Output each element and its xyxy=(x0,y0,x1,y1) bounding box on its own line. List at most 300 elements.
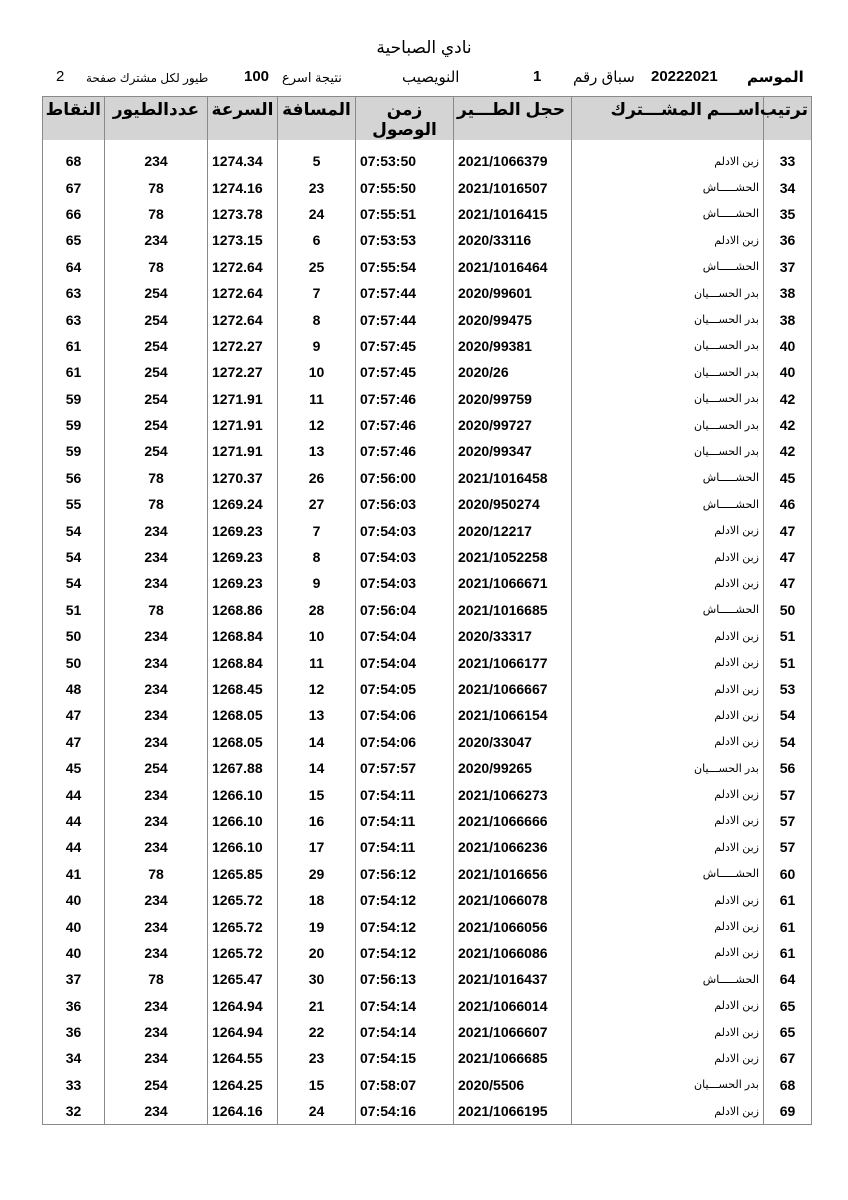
rank-cell: 61 xyxy=(764,940,812,966)
points-cell: 67 xyxy=(43,174,105,200)
distance-cell: 8 xyxy=(278,306,356,332)
points-cell: 56 xyxy=(43,465,105,491)
rank-cell: 69 xyxy=(764,1098,812,1125)
rank-cell: 67 xyxy=(764,1045,812,1071)
table-row xyxy=(43,306,812,332)
bird-count-cell: 254 xyxy=(105,1072,208,1098)
speed-cell: 1268.05 xyxy=(208,702,278,728)
distance-cell: 9 xyxy=(278,333,356,359)
ring-number-cell: 2021/1016685 xyxy=(454,597,572,623)
ring-number-cell: 2020/99475 xyxy=(454,306,572,332)
arrival-time-cell: 07:55:54 xyxy=(356,254,454,280)
points-cell: 51 xyxy=(43,597,105,623)
speed-cell: 1265.72 xyxy=(208,887,278,913)
rank-cell: 34 xyxy=(764,174,812,200)
arrival-time-cell: 07:58:07 xyxy=(356,1072,454,1098)
speed-cell: 1272.64 xyxy=(208,306,278,332)
table-row xyxy=(43,491,812,517)
speed-cell: 1273.78 xyxy=(208,201,278,227)
arrival-time-cell: 07:54:11 xyxy=(356,781,454,807)
member-name-cell: زبن الادلم xyxy=(572,227,764,253)
points-cell: 50 xyxy=(43,623,105,649)
table-row xyxy=(43,1072,812,1098)
table-row xyxy=(43,148,812,174)
member-name-cell: الحشـــــاش xyxy=(572,174,764,200)
rank-cell: 51 xyxy=(764,623,812,649)
points-cell: 66 xyxy=(43,201,105,227)
season-label: الموسم xyxy=(747,69,804,86)
points-cell: 64 xyxy=(43,254,105,280)
distance-cell: 15 xyxy=(278,781,356,807)
rank-cell: 57 xyxy=(764,834,812,860)
ring-number-cell: 2020/33317 xyxy=(454,623,572,649)
points-cell: 59 xyxy=(43,438,105,464)
member-name-cell: زبن الادلم xyxy=(572,1098,764,1125)
points-cell: 59 xyxy=(43,386,105,412)
bird-count-cell: 78 xyxy=(105,201,208,227)
rank-cell: 61 xyxy=(764,887,812,913)
ring-number-cell: 2020/950274 xyxy=(454,491,572,517)
member-name-cell: زبن الادلم xyxy=(572,517,764,543)
bird-count-cell: 234 xyxy=(105,729,208,755)
member-name-cell: الحشـــــاش xyxy=(572,966,764,992)
member-name-cell: زبن الادلم xyxy=(572,623,764,649)
speed-cell: 1264.55 xyxy=(208,1045,278,1071)
speed-cell: 1266.10 xyxy=(208,834,278,860)
rank-cell: 40 xyxy=(764,333,812,359)
column-header-bird-count: عددالطيور xyxy=(105,97,208,141)
points-cell: 54 xyxy=(43,544,105,570)
ring-number-cell: 2020/33047 xyxy=(454,729,572,755)
distance-cell: 12 xyxy=(278,676,356,702)
arrival-time-cell: 07:54:12 xyxy=(356,913,454,939)
speed-cell: 1264.94 xyxy=(208,1019,278,1045)
distance-cell: 15 xyxy=(278,1072,356,1098)
distance-cell: 10 xyxy=(278,359,356,385)
member-name-cell: زبن الادلم xyxy=(572,993,764,1019)
distance-cell: 7 xyxy=(278,517,356,543)
bird-count-cell: 254 xyxy=(105,306,208,332)
result-label: نتيجة اسرع xyxy=(282,70,342,85)
table-row xyxy=(43,254,812,280)
points-cell: 68 xyxy=(43,148,105,174)
points-cell: 63 xyxy=(43,306,105,332)
ring-number-cell: 2021/1066236 xyxy=(454,834,572,860)
rank-cell: 40 xyxy=(764,359,812,385)
bird-count-cell: 234 xyxy=(105,834,208,860)
bird-count-cell: 234 xyxy=(105,887,208,913)
speed-cell: 1269.24 xyxy=(208,491,278,517)
rank-cell: 60 xyxy=(764,861,812,887)
distance-cell: 9 xyxy=(278,570,356,596)
distance-cell: 14 xyxy=(278,755,356,781)
speed-cell: 1270.37 xyxy=(208,465,278,491)
speed-cell: 1266.10 xyxy=(208,781,278,807)
speed-cell: 1267.88 xyxy=(208,755,278,781)
speed-cell: 1268.45 xyxy=(208,676,278,702)
table-row xyxy=(43,940,812,966)
arrival-time-cell: 07:53:50 xyxy=(356,148,454,174)
arrival-time-cell: 07:57:57 xyxy=(356,755,454,781)
table-row xyxy=(43,887,812,913)
distance-cell: 21 xyxy=(278,993,356,1019)
speed-cell: 1272.64 xyxy=(208,254,278,280)
arrival-time-cell: 07:54:04 xyxy=(356,623,454,649)
points-cell: 36 xyxy=(43,993,105,1019)
member-name-cell: الحشـــــاش xyxy=(572,861,764,887)
arrival-time-cell: 07:54:03 xyxy=(356,544,454,570)
table-row xyxy=(43,808,812,834)
member-name-cell: بدر الحســـيان xyxy=(572,359,764,385)
distance-cell: 11 xyxy=(278,649,356,675)
member-name-cell: زبن الادلم xyxy=(572,570,764,596)
distance-cell: 18 xyxy=(278,887,356,913)
distance-cell: 30 xyxy=(278,966,356,992)
bird-count-cell: 78 xyxy=(105,597,208,623)
member-name-cell: بدر الحســـيان xyxy=(572,438,764,464)
member-name-cell: زبن الادلم xyxy=(572,544,764,570)
bird-count-cell: 234 xyxy=(105,940,208,966)
member-name-cell: زبن الادلم xyxy=(572,649,764,675)
points-cell: 50 xyxy=(43,649,105,675)
column-header-arrival-time: زمن الوصول xyxy=(356,97,454,141)
bird-count-cell: 234 xyxy=(105,649,208,675)
distance-cell: 27 xyxy=(278,491,356,517)
table-row xyxy=(43,280,812,306)
bird-count-cell: 254 xyxy=(105,386,208,412)
member-name-cell: زبن الادلم xyxy=(572,834,764,860)
member-name-cell: زبن الادلم xyxy=(572,702,764,728)
points-cell: 61 xyxy=(43,359,105,385)
header-spacer xyxy=(43,140,812,148)
club-title: نادي الصباحية xyxy=(376,38,472,57)
table-row xyxy=(43,702,812,728)
table-row xyxy=(43,1045,812,1071)
speed-cell: 1274.34 xyxy=(208,148,278,174)
points-cell: 63 xyxy=(43,280,105,306)
table-row xyxy=(43,966,812,992)
points-cell: 55 xyxy=(43,491,105,517)
points-cell: 40 xyxy=(43,913,105,939)
distance-cell: 19 xyxy=(278,913,356,939)
arrival-time-cell: 07:54:16 xyxy=(356,1098,454,1125)
column-header-speed: السرعة xyxy=(208,97,278,141)
table-row xyxy=(43,386,812,412)
ring-number-cell: 2020/99381 xyxy=(454,333,572,359)
rank-cell: 42 xyxy=(764,412,812,438)
birds-per-member-label: طيور لكل مشترك صفحة xyxy=(86,71,209,85)
bird-count-cell: 78 xyxy=(105,465,208,491)
points-cell: 65 xyxy=(43,227,105,253)
bird-count-cell: 234 xyxy=(105,913,208,939)
distance-cell: 29 xyxy=(278,861,356,887)
rank-cell: 65 xyxy=(764,1019,812,1045)
rank-cell: 50 xyxy=(764,597,812,623)
member-name-cell: الحشـــــاش xyxy=(572,465,764,491)
rank-cell: 47 xyxy=(764,570,812,596)
bird-count-cell: 78 xyxy=(105,861,208,887)
member-name-cell: الحشـــــاش xyxy=(572,201,764,227)
column-header-points: النقاط xyxy=(43,97,105,141)
table-row xyxy=(43,438,812,464)
table-row xyxy=(43,755,812,781)
rank-cell: 47 xyxy=(764,544,812,570)
bird-count-cell: 234 xyxy=(105,808,208,834)
column-header-distance: المسافة xyxy=(278,97,356,141)
results-table xyxy=(42,96,812,1125)
page-number: 2 xyxy=(56,68,65,85)
ring-number-cell: 2021/1052258 xyxy=(454,544,572,570)
speed-cell: 1269.23 xyxy=(208,544,278,570)
arrival-time-cell: 07:56:13 xyxy=(356,966,454,992)
member-name-cell: بدر الحســـيان xyxy=(572,412,764,438)
points-cell: 34 xyxy=(43,1045,105,1071)
ring-number-cell: 2021/1066014 xyxy=(454,993,572,1019)
ring-number-cell: 2021/1066154 xyxy=(454,702,572,728)
points-cell: 33 xyxy=(43,1072,105,1098)
bird-count-cell: 234 xyxy=(105,544,208,570)
distance-cell: 26 xyxy=(278,465,356,491)
speed-cell: 1272.27 xyxy=(208,333,278,359)
bird-count-cell: 254 xyxy=(105,333,208,359)
arrival-time-cell: 07:57:45 xyxy=(356,333,454,359)
bird-count-cell: 78 xyxy=(105,174,208,200)
speed-cell: 1268.84 xyxy=(208,623,278,649)
distance-cell: 8 xyxy=(278,544,356,570)
arrival-time-cell: 07:54:11 xyxy=(356,834,454,860)
bird-count-cell: 234 xyxy=(105,227,208,253)
ring-number-cell: 2020/99727 xyxy=(454,412,572,438)
arrival-time-cell: 07:55:50 xyxy=(356,174,454,200)
arrival-time-cell: 07:54:14 xyxy=(356,1019,454,1045)
speed-cell: 1269.23 xyxy=(208,517,278,543)
table-row xyxy=(43,781,812,807)
table-row xyxy=(43,623,812,649)
bird-count-cell: 234 xyxy=(105,623,208,649)
speed-cell: 1272.64 xyxy=(208,280,278,306)
rank-cell: 51 xyxy=(764,649,812,675)
rank-cell: 54 xyxy=(764,729,812,755)
distance-cell: 13 xyxy=(278,702,356,728)
member-name-cell: الحشـــــاش xyxy=(572,597,764,623)
bird-count-cell: 234 xyxy=(105,1019,208,1045)
bird-count-cell: 234 xyxy=(105,993,208,1019)
speed-cell: 1268.84 xyxy=(208,649,278,675)
table-row xyxy=(43,993,812,1019)
points-cell: 32 xyxy=(43,1098,105,1125)
member-name-cell: الحشـــــاش xyxy=(572,491,764,517)
member-name-cell: زبن الادلم xyxy=(572,676,764,702)
bird-count-cell: 78 xyxy=(105,491,208,517)
ring-number-cell: 2021/1066195 xyxy=(454,1098,572,1125)
speed-cell: 1272.27 xyxy=(208,359,278,385)
ring-number-cell: 2021/1016437 xyxy=(454,966,572,992)
table-row xyxy=(43,570,812,596)
column-header-member-name: اســـم المشـــترك xyxy=(572,97,764,141)
ring-number-cell: 2021/1066671 xyxy=(454,570,572,596)
arrival-time-cell: 07:54:15 xyxy=(356,1045,454,1071)
bird-count-cell: 78 xyxy=(105,966,208,992)
result-count: 100 xyxy=(244,68,270,85)
points-cell: 45 xyxy=(43,755,105,781)
bird-count-cell: 78 xyxy=(105,254,208,280)
table-row xyxy=(43,333,812,359)
arrival-time-cell: 07:54:06 xyxy=(356,702,454,728)
race-number: 1 xyxy=(533,68,542,85)
speed-cell: 1274.16 xyxy=(208,174,278,200)
arrival-time-cell: 07:54:03 xyxy=(356,570,454,596)
member-name-cell: بدر الحســـيان xyxy=(572,280,764,306)
arrival-time-cell: 07:57:46 xyxy=(356,386,454,412)
bird-count-cell: 234 xyxy=(105,1098,208,1125)
bird-count-cell: 234 xyxy=(105,570,208,596)
distance-cell: 12 xyxy=(278,412,356,438)
rank-cell: 57 xyxy=(764,781,812,807)
ring-number-cell: 2021/1066078 xyxy=(454,887,572,913)
member-name-cell: بدر الحســـيان xyxy=(572,1072,764,1098)
ring-number-cell: 2021/1066607 xyxy=(454,1019,572,1045)
member-name-cell: زبن الادلم xyxy=(572,781,764,807)
rank-cell: 38 xyxy=(764,306,812,332)
distance-cell: 16 xyxy=(278,808,356,834)
arrival-time-cell: 07:56:04 xyxy=(356,597,454,623)
speed-cell: 1269.23 xyxy=(208,570,278,596)
bird-count-cell: 234 xyxy=(105,781,208,807)
ring-number-cell: 2021/1016415 xyxy=(454,201,572,227)
ring-number-cell: 2020/26 xyxy=(454,359,572,385)
distance-cell: 24 xyxy=(278,1098,356,1125)
race-label: سباق رقم xyxy=(573,69,635,86)
table-row xyxy=(43,649,812,675)
ring-number-cell: 2020/99601 xyxy=(454,280,572,306)
ring-number-cell: 2021/1016458 xyxy=(454,465,572,491)
member-name-cell: بدر الحســـيان xyxy=(572,386,764,412)
bird-count-cell: 234 xyxy=(105,148,208,174)
points-cell: 54 xyxy=(43,570,105,596)
points-cell: 41 xyxy=(43,861,105,887)
distance-cell: 22 xyxy=(278,1019,356,1045)
speed-cell: 1264.94 xyxy=(208,993,278,1019)
speed-cell: 1271.91 xyxy=(208,438,278,464)
points-cell: 40 xyxy=(43,940,105,966)
distance-cell: 23 xyxy=(278,174,356,200)
member-name-cell: زبن الادلم xyxy=(572,148,764,174)
speed-cell: 1264.25 xyxy=(208,1072,278,1098)
points-cell: 47 xyxy=(43,702,105,728)
rank-cell: 33 xyxy=(764,148,812,174)
arrival-time-cell: 07:54:06 xyxy=(356,729,454,755)
ring-number-cell: 2021/1066056 xyxy=(454,913,572,939)
ring-number-cell: 2021/1066685 xyxy=(454,1045,572,1071)
arrival-time-cell: 07:55:51 xyxy=(356,201,454,227)
points-cell: 37 xyxy=(43,966,105,992)
rank-cell: 47 xyxy=(764,517,812,543)
arrival-time-cell: 07:57:44 xyxy=(356,280,454,306)
distance-cell: 5 xyxy=(278,148,356,174)
table-row xyxy=(43,412,812,438)
distance-cell: 20 xyxy=(278,940,356,966)
arrival-time-cell: 07:54:12 xyxy=(356,940,454,966)
bird-count-cell: 234 xyxy=(105,702,208,728)
distance-cell: 17 xyxy=(278,834,356,860)
ring-number-cell: 2021/1016464 xyxy=(454,254,572,280)
ring-number-cell: 2021/1016507 xyxy=(454,174,572,200)
points-cell: 59 xyxy=(43,412,105,438)
arrival-time-cell: 07:54:03 xyxy=(356,517,454,543)
bird-count-cell: 234 xyxy=(105,1045,208,1071)
ring-number-cell: 2020/5506 xyxy=(454,1072,572,1098)
speed-cell: 1266.10 xyxy=(208,808,278,834)
table-row xyxy=(43,465,812,491)
rank-cell: 61 xyxy=(764,913,812,939)
bird-count-cell: 254 xyxy=(105,412,208,438)
ring-number-cell: 2020/12217 xyxy=(454,517,572,543)
arrival-time-cell: 07:56:12 xyxy=(356,861,454,887)
distance-cell: 6 xyxy=(278,227,356,253)
speed-cell: 1265.72 xyxy=(208,913,278,939)
member-name-cell: بدر الحســـيان xyxy=(572,755,764,781)
bird-count-cell: 234 xyxy=(105,517,208,543)
distance-cell: 7 xyxy=(278,280,356,306)
ring-number-cell: 2021/1066273 xyxy=(454,781,572,807)
member-name-cell: زبن الادلم xyxy=(572,808,764,834)
arrival-time-cell: 07:57:46 xyxy=(356,438,454,464)
arrival-time-cell: 07:57:46 xyxy=(356,412,454,438)
member-name-cell: زبن الادلم xyxy=(572,887,764,913)
arrival-time-cell: 07:54:05 xyxy=(356,676,454,702)
season-value: 20222021 xyxy=(651,68,718,85)
rank-cell: 38 xyxy=(764,280,812,306)
member-name-cell: زبن الادلم xyxy=(572,940,764,966)
points-cell: 47 xyxy=(43,729,105,755)
ring-number-cell: 2021/1066177 xyxy=(454,649,572,675)
member-name-cell: زبن الادلم xyxy=(572,913,764,939)
ring-number-cell: 2021/1066379 xyxy=(454,148,572,174)
points-cell: 61 xyxy=(43,333,105,359)
speed-cell: 1265.47 xyxy=(208,966,278,992)
member-name-cell: بدر الحســـيان xyxy=(572,333,764,359)
speed-cell: 1271.91 xyxy=(208,412,278,438)
rank-cell: 46 xyxy=(764,491,812,517)
table-row xyxy=(43,359,812,385)
rank-cell: 68 xyxy=(764,1072,812,1098)
rank-cell: 54 xyxy=(764,702,812,728)
member-name-cell: زبن الادلم xyxy=(572,729,764,755)
arrival-time-cell: 07:57:44 xyxy=(356,306,454,332)
speed-cell: 1268.86 xyxy=(208,597,278,623)
points-cell: 44 xyxy=(43,834,105,860)
table-row xyxy=(43,676,812,702)
speed-cell: 1265.85 xyxy=(208,861,278,887)
table-row xyxy=(43,834,812,860)
rank-cell: 53 xyxy=(764,676,812,702)
table-row xyxy=(43,201,812,227)
table-header-row xyxy=(43,97,812,141)
table-row xyxy=(43,729,812,755)
bird-count-cell: 234 xyxy=(105,676,208,702)
distance-cell: 11 xyxy=(278,386,356,412)
points-cell: 54 xyxy=(43,517,105,543)
distance-cell: 10 xyxy=(278,623,356,649)
rank-cell: 42 xyxy=(764,386,812,412)
arrival-time-cell: 07:56:00 xyxy=(356,465,454,491)
distance-cell: 28 xyxy=(278,597,356,623)
member-name-cell: زبن الادلم xyxy=(572,1045,764,1071)
distance-cell: 23 xyxy=(278,1045,356,1071)
rank-cell: 65 xyxy=(764,993,812,1019)
rank-cell: 45 xyxy=(764,465,812,491)
table-row xyxy=(43,913,812,939)
